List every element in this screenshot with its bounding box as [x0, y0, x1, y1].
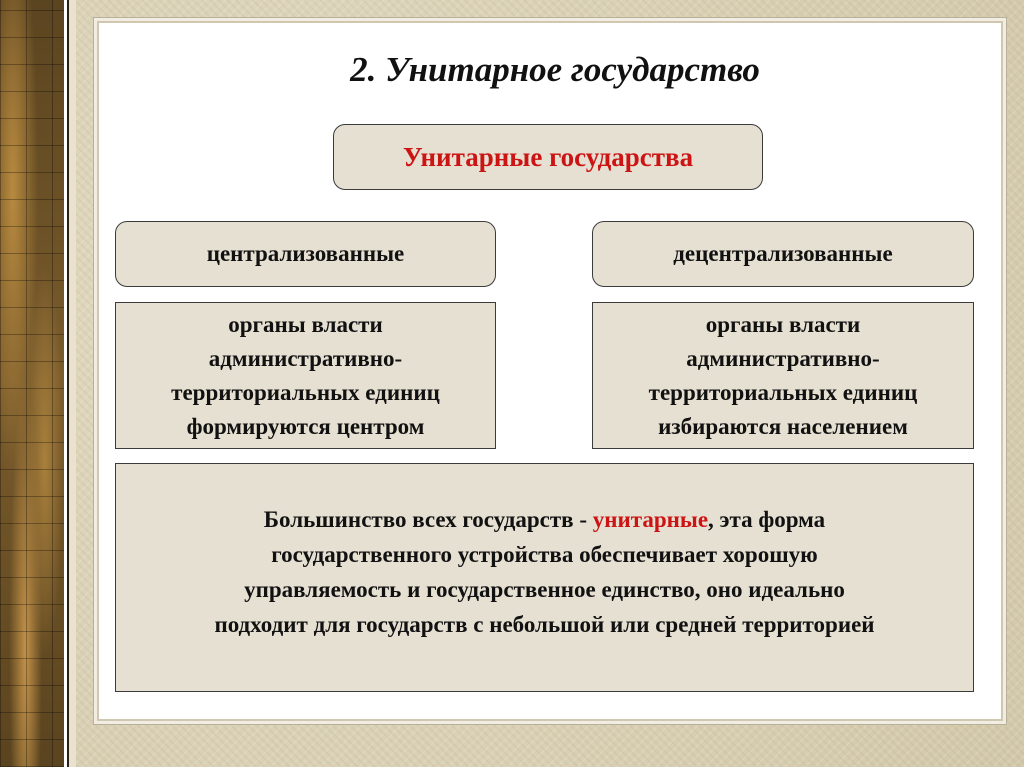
- summary-line-4: подходит для государств с небольшой или средней территорией: [214, 611, 875, 637]
- summary-line1-rest: , эта форма: [708, 506, 826, 532]
- decentralized-description-box: [592, 302, 974, 449]
- summary-highlight: унитарные: [592, 506, 709, 532]
- category-decentralized-box: [592, 221, 974, 287]
- summary-line-3: управляемость и государственное единство, оно идеально: [244, 576, 845, 602]
- decorative-wood-strip: [0, 0, 64, 767]
- category-centralized-box: [115, 221, 496, 287]
- decentralized-description-line: территориальных единиц: [648, 379, 918, 405]
- centralized-description-box: [115, 302, 496, 449]
- root-node-box: [333, 124, 763, 190]
- decentralized-description-line: избираются населением: [658, 413, 908, 439]
- summary-line-1: [214, 502, 874, 537]
- summary-text: [214, 502, 874, 642]
- summary-box: [115, 463, 974, 692]
- centralized-description-line: органы власти: [228, 311, 383, 337]
- decentralized-description-line: органы власти: [705, 311, 861, 337]
- decentralized-description-line: административно-: [686, 345, 880, 371]
- summary-lead: Большинство всех государств -: [263, 506, 593, 532]
- centralized-description-line: формируются центром: [186, 413, 425, 439]
- category-centralized-label: централизованные: [206, 241, 405, 266]
- centralized-description-line: административно-: [208, 345, 403, 371]
- summary-line-2: государственного устройства обеспечивает хорошую: [271, 541, 818, 567]
- category-decentralized-label: децентрализованные: [673, 241, 893, 266]
- root-node-label: Унитарные государства: [402, 141, 694, 172]
- slide-title: 2. Унитарное государство: [350, 50, 760, 89]
- centralized-description-line: территориальных единиц: [171, 379, 440, 405]
- strip-divider: [64, 0, 76, 767]
